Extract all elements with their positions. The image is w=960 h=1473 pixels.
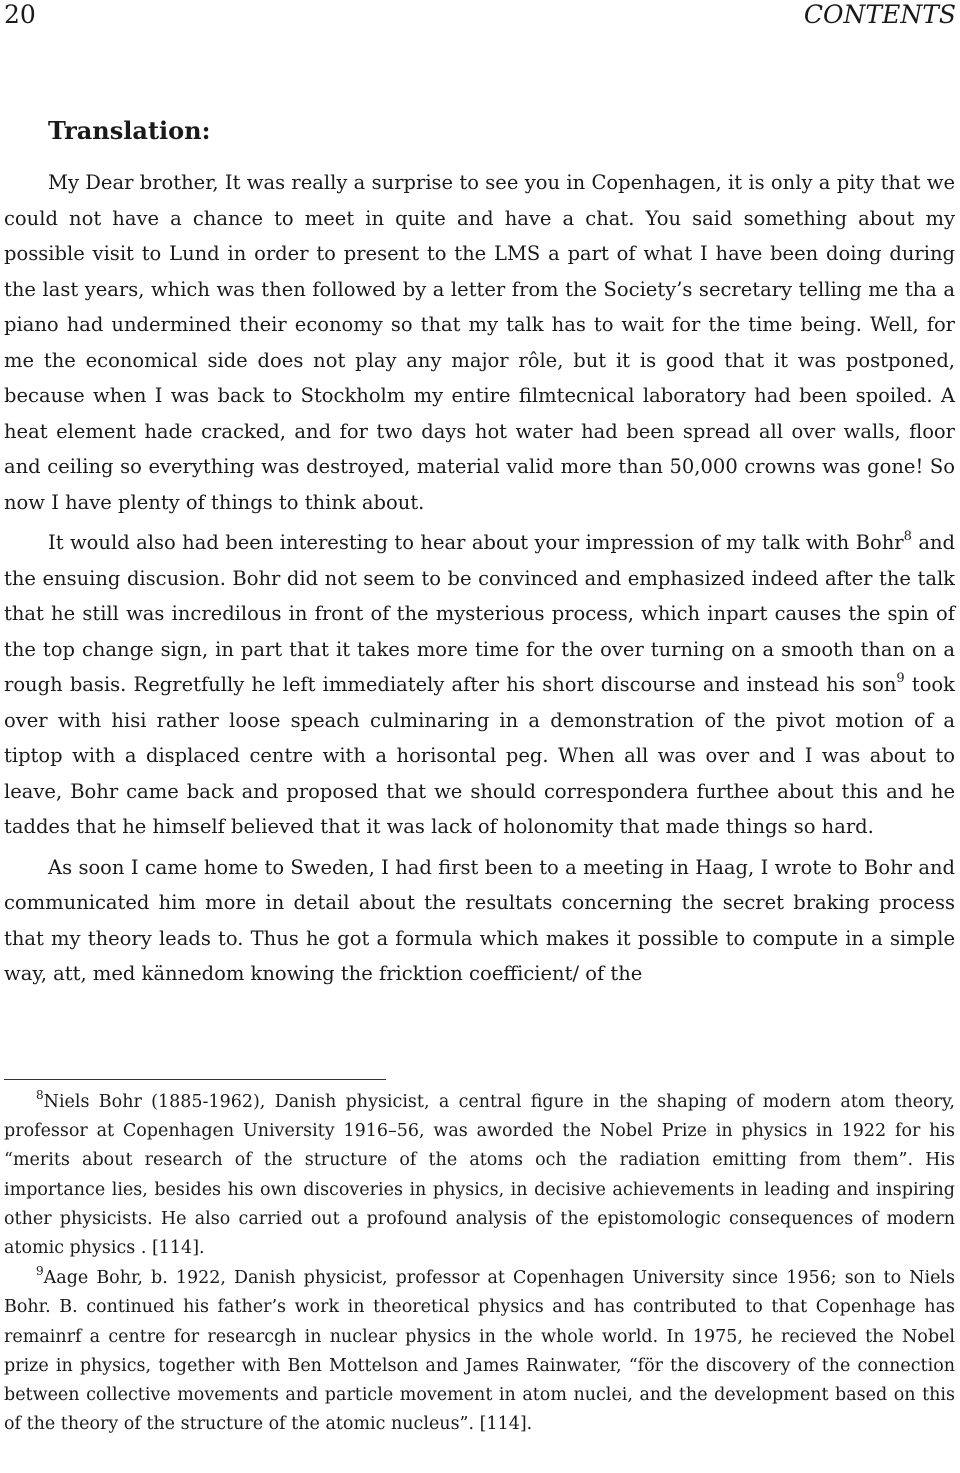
paragraph-text: It would also had been interesting to hear about your impression of my talk with Bohr	[48, 531, 904, 554]
section-title: Translation:	[48, 116, 211, 145]
page-number: 20	[4, 0, 36, 29]
body-text	[4, 165, 955, 997]
footnote-rule	[4, 1079, 386, 1080]
footnote	[4, 1088, 955, 1263]
footnote	[4, 1264, 955, 1439]
footnote-text: Niels Bohr (1885-1962), Danish physicist, a central figure in the shaping of modern atom theory, professor at Copenhagen University 1916–56, was aworded the Nobel Prize in physics in 1922 for his “merits about research of the structure of the atoms och the radiation emitting from them”. His importance lies, besides his own discoveries in physics, in decisive achievements in leading and inspiring other physicists. He also carried out a profound analysis of the epistomologic consequences of modern atomic physics . [114].	[4, 1092, 955, 1259]
footnote-marker: 9	[36, 1264, 44, 1279]
running-title: CONTENTS	[803, 0, 956, 29]
page-header	[0, 0, 960, 32]
paragraph: As soon I came home to Sweden, I had first been to a meeting in Haag, I wrote to Bohr and communicated him more in detail about the resultats concerning the secret braking process that my theory leads to. Thus he got a formula which makes it possible to compute in a simple way, att, med kännedom knowing the fricktion coefficient/ of the	[4, 855, 955, 985]
paragraph: My Dear brother, It was really a surprise to see you in Copenhagen, it is only a pity that we could not have a chance to meet in quite and have a chat. You said something about my possible visit to Lund in order to present to the LMS a part of what I have been doing during the last years, which was then followed by a letter from the Society’s secretary telling me tha a piano had undermined their economy so that my talk has to wait for the time being. Well, for me the economical side does not play any major rôle, but it is good that it was postponed, because when I was back to Stockholm my entire filmtecnical laboratory had been spoiled. A heat element hade cracked, and for two days hot water had been spread all over walls, floor and ceiling so everything was destroyed, material valid more than 50,000 crowns was gone! So now I have plenty of things to think about.	[4, 171, 955, 514]
footnote-text: Aage Bohr, b. 1922, Danish physicist, professor at Copenhagen University since 1956; son to Niels Bohr. B. continued his father’s work in theoretical physics and has contributed to that Copenhage has remainrf a centre for researcgh in nuclear physics in the whole world. In 1975, he recieved the Nobel prize in physics, together with Ben Mottelson and James Rainwater, “för the discovery of the connection between collective movements and particle movement in atom nuclei, and the development based on this of the theory of the structure of the atomic nucleus”. [114].	[4, 1268, 955, 1435]
paragraph	[4, 525, 955, 845]
footnote-ref: 9	[896, 671, 905, 686]
footnote-marker: 8	[36, 1088, 44, 1102]
footnotes	[4, 1088, 955, 1440]
paragraph-text: and the ensuing discusion. Bohr did not seem to be convinced and emphasized indeed after the talk that he still was incredilous in front of the mysterious process, which inpart causes the spin of the top change sign, in part that it takes more time for the over turning on a smooth than on a rough basis. Regretfully he left immediately after his short discourse and instead his son	[4, 531, 956, 696]
paragraph-text: took over with hisi rather loose speach culminaring in a demonstration of the pivot motion of a tiptop with a displaced centre with a horisontal peg. When all was over and I was about to leave, Bohr came back and proposed that we should correspondera furthee about this and he taddes that he himself believed that it was lack of holonomity that made things so hard.	[4, 673, 955, 838]
footnote-ref: 8	[903, 529, 912, 544]
